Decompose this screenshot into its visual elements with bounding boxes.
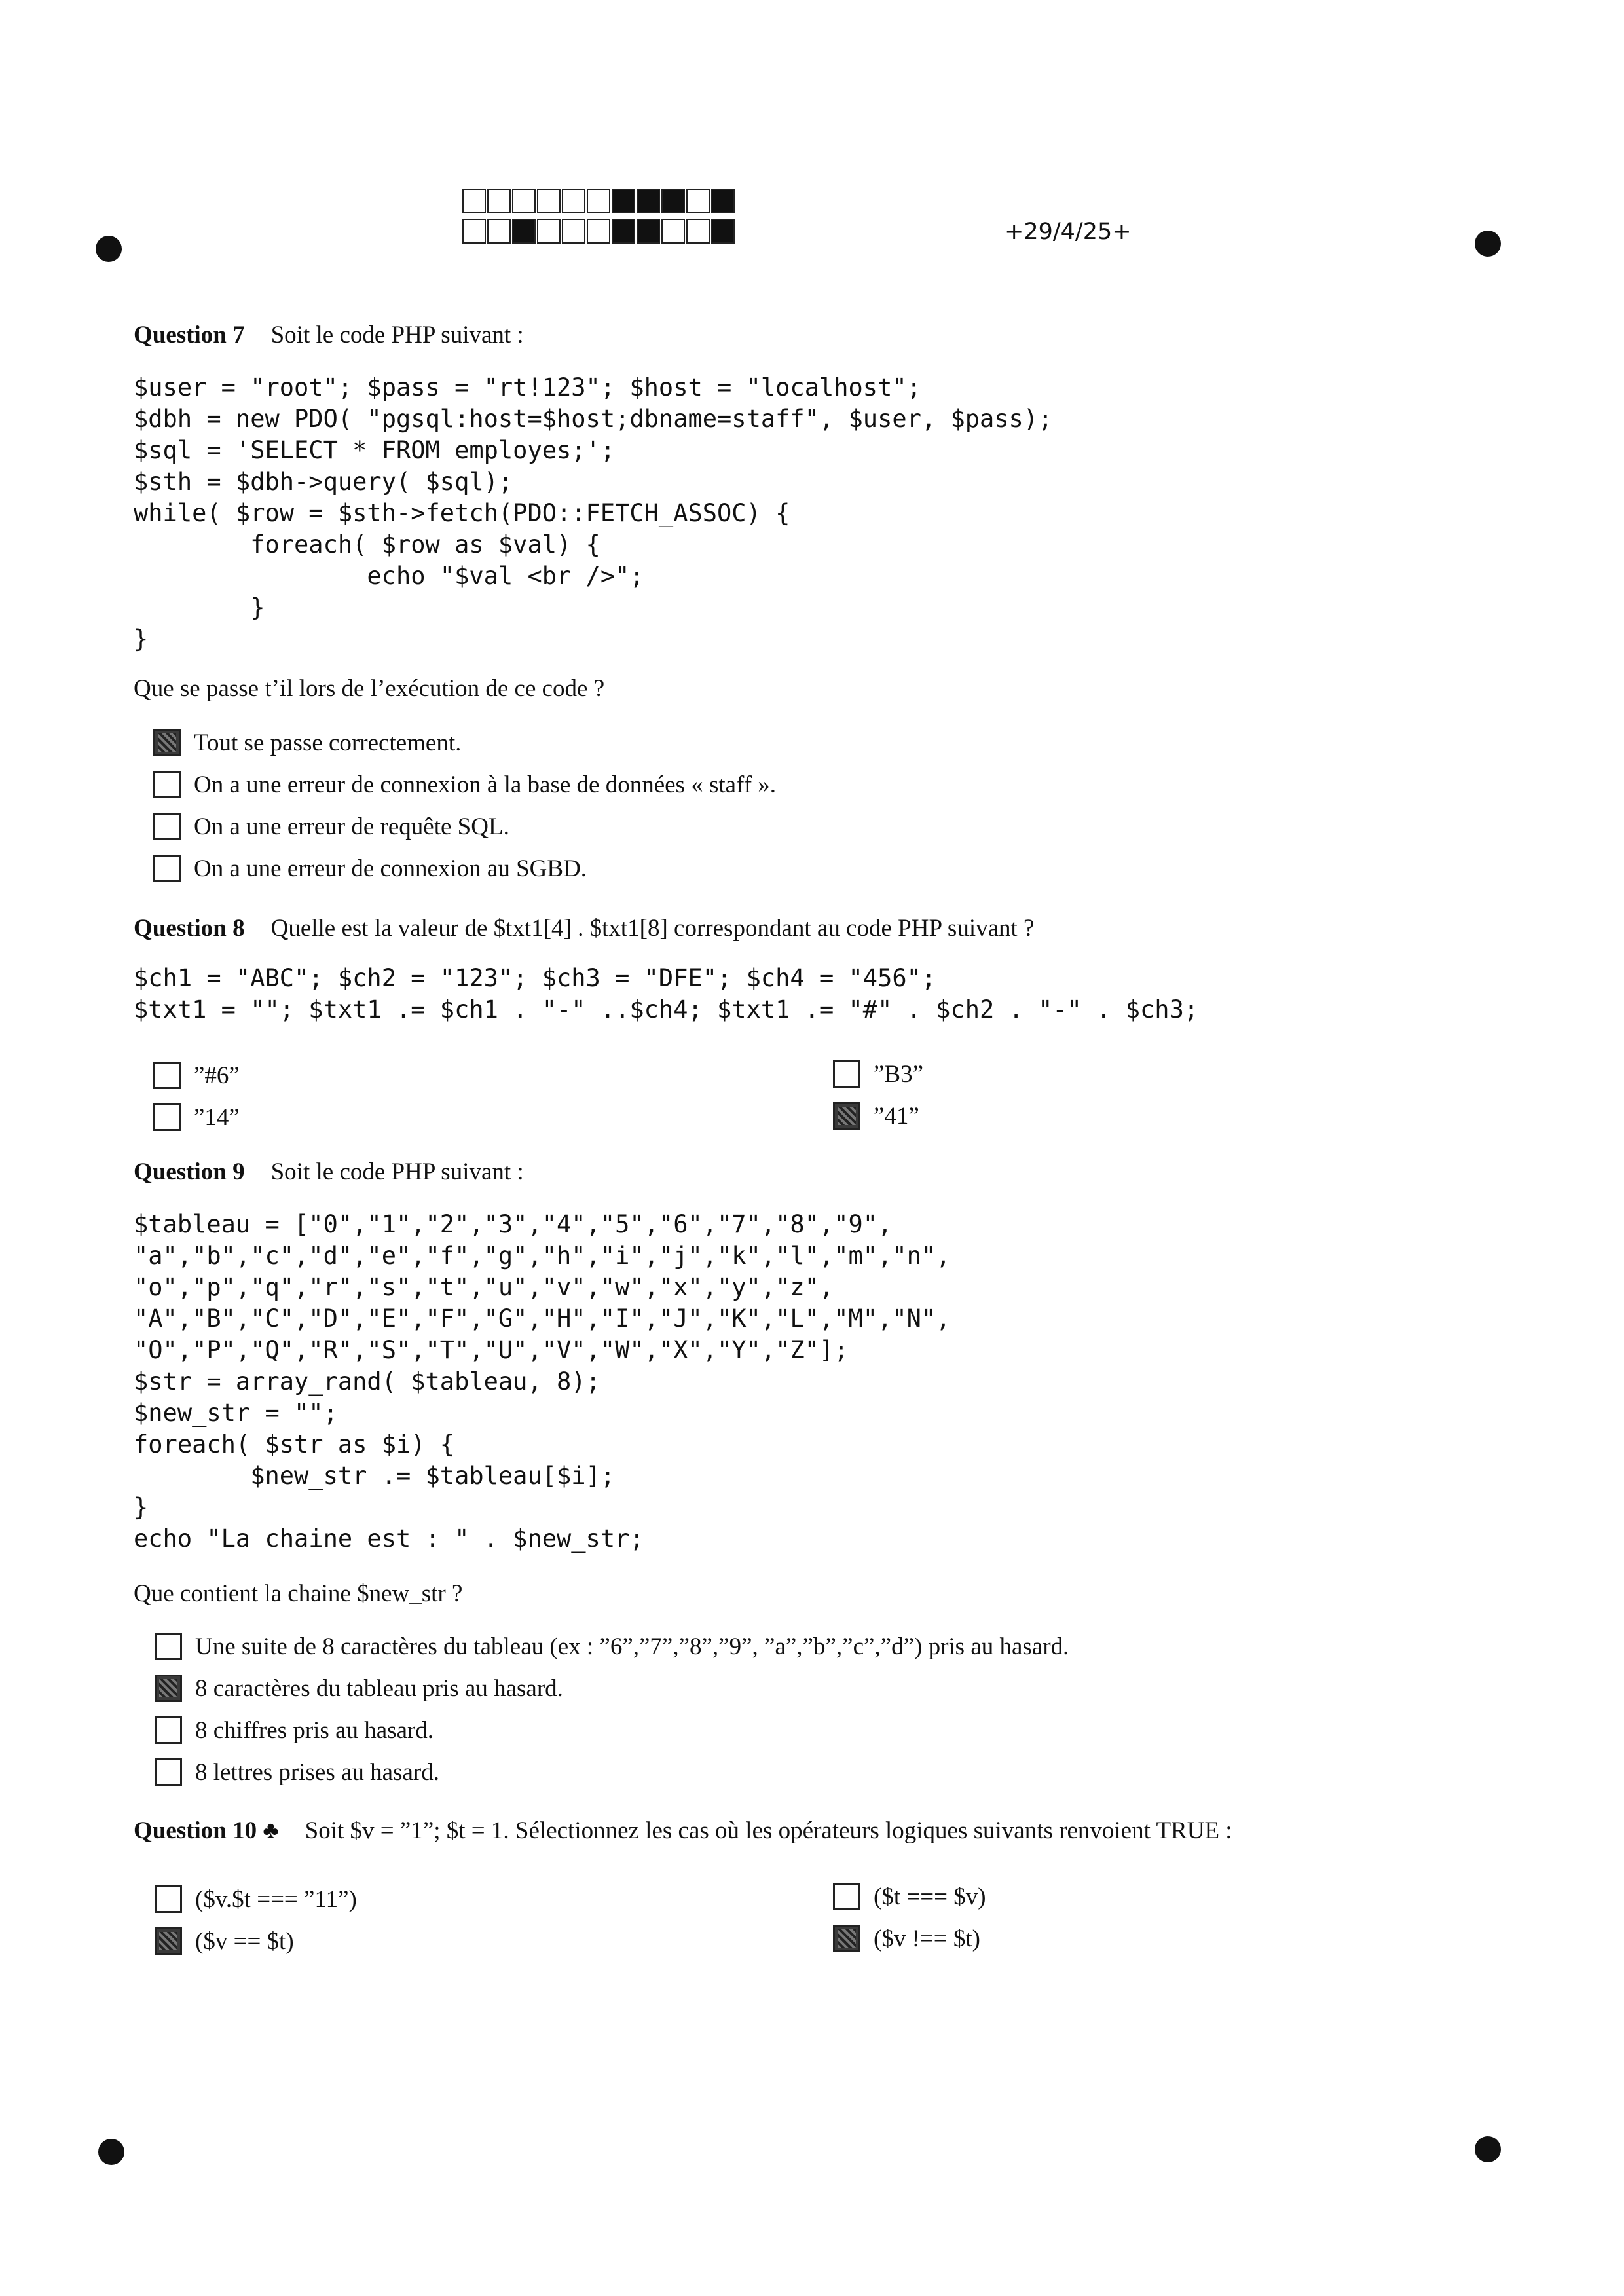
checkbox[interactable] xyxy=(153,813,181,840)
checkbox[interactable] xyxy=(833,1060,860,1088)
barcode-cell xyxy=(462,219,486,244)
q9-option-2[interactable] xyxy=(155,1671,563,1705)
question-7-label: Question 7 xyxy=(134,322,245,348)
question-9-header xyxy=(134,1158,524,1186)
q7-option-1[interactable] xyxy=(153,726,461,760)
option-label: ”B3” xyxy=(874,1060,924,1088)
q10-option-3[interactable] xyxy=(155,1924,294,1958)
q8-option-2[interactable] xyxy=(833,1057,923,1091)
checkbox[interactable] xyxy=(833,1102,860,1130)
barcode-cell xyxy=(487,189,511,213)
checkbox[interactable] xyxy=(153,1062,181,1089)
question-8-intro: Quelle est la valeur de $txt1[4] . $txt1[8] correspondant au code PHP suivant ? xyxy=(270,915,1035,942)
barcode-cell xyxy=(686,219,710,244)
barcode-cell xyxy=(512,189,536,213)
option-label: ($v !== $t) xyxy=(874,1925,980,1952)
option-label: ”#6” xyxy=(194,1062,240,1089)
question-9-code: $tableau = ["0","1","2","3","4","5","6","7","8","9", "a","b","c","d","e","f","g","h","i","j","k","l","m","n", "o","p","q","r","s","t","u","v","w","x","y","z", "A","B","C","D","E","F","G","H","I","J","K","L","M","N", "O","P","Q","R","S","T","U","V","W","X","Y","Z"]; $str = array_rand( $tableau, 8); $new_str = ""; foreach( $str as $i) { $new_str .= $tableau[$i]; } echo "La chaine est : " . $new_str; xyxy=(134,1210,951,1553)
option-label: ($v == $t) xyxy=(195,1927,294,1955)
barcode-cell xyxy=(562,189,585,213)
barcode-cell xyxy=(711,189,735,213)
checkbox[interactable] xyxy=(153,855,181,882)
question-10-header xyxy=(134,1817,1232,1845)
barcode-cell xyxy=(537,189,561,213)
q7-option-2[interactable] xyxy=(153,768,776,802)
option-label: ”14” xyxy=(194,1103,240,1131)
option-label: 8 lettres prises au hasard. xyxy=(195,1758,439,1786)
option-label: Une suite de 8 caractères du tableau (ex : ”6”,”7”,”8”,”9”, ”a”,”b”,”c”,”d”) pris au hasard. xyxy=(195,1633,1069,1660)
question-8-label: Question 8 xyxy=(134,915,245,942)
barcode-cell xyxy=(612,219,635,244)
checkbox[interactable] xyxy=(155,1885,182,1913)
option-label: 8 caractères du tableau pris au hasard. xyxy=(195,1675,563,1702)
checkbox[interactable] xyxy=(155,1758,182,1786)
checkbox[interactable] xyxy=(833,1883,860,1910)
checkbox[interactable] xyxy=(153,1103,181,1131)
checkbox[interactable] xyxy=(155,1927,182,1955)
q8-option-3[interactable] xyxy=(153,1100,240,1134)
checkbox[interactable] xyxy=(153,771,181,798)
question-7-prompt: Que se passe t’il lors de l’exécution de ce code ? xyxy=(134,675,605,702)
checkbox[interactable] xyxy=(155,1633,182,1660)
question-9-label: Question 9 xyxy=(134,1158,245,1185)
checkbox[interactable] xyxy=(153,729,181,756)
registration-mark-bottom-left xyxy=(98,2139,124,2165)
option-label: ($v.$t === ”11”) xyxy=(195,1885,357,1913)
question-7-code: $user = "root"; $pass = "rt!123"; $host = "localhost"; $dbh = new PDO( "pgsql:host=$host;dbname=staff", $user, $pass); $sql = 'SELECT * FROM employes;'; $sth = $dbh->query( $sql); while( $row = $sth->fetch(PDO::FETCH_ASSOC) { foreach( $row as $val) { echo "$val <br />"; } } xyxy=(134,373,1053,653)
barcode-row-2 xyxy=(462,219,736,244)
barcode-cell xyxy=(562,219,585,244)
option-label: Tout se passe correctement. xyxy=(194,729,462,756)
option-label: ”41” xyxy=(874,1102,919,1130)
barcode-cell xyxy=(637,219,660,244)
barcode-cell xyxy=(587,219,610,244)
option-label: ($t === $v) xyxy=(874,1883,986,1910)
question-8-header xyxy=(134,914,1034,942)
q7-option-4[interactable] xyxy=(153,851,587,885)
q8-option-4[interactable] xyxy=(833,1099,919,1133)
option-label: On a une erreur de connexion au SGBD. xyxy=(194,855,587,882)
checkbox[interactable] xyxy=(155,1675,182,1702)
barcode-cell xyxy=(487,219,511,244)
q9-option-4[interactable] xyxy=(155,1755,439,1789)
question-8-code: $ch1 = "ABC"; $ch2 = "123"; $ch3 = "DFE"; $ch4 = "456"; $txt1 = ""; $txt1 .= $ch1 . "-" ..$ch4; $txt1 .= "#" . $ch2 . "-" . $ch3; xyxy=(134,964,1199,1024)
barcode-cell xyxy=(686,189,710,213)
q10-option-2[interactable] xyxy=(833,1879,986,1914)
page-code: +29/4/25+ xyxy=(1005,219,1132,245)
question-7-intro: Soit le code PHP suivant : xyxy=(270,322,524,348)
barcode-cell xyxy=(612,189,635,213)
barcode-cell xyxy=(587,189,610,213)
question-9-prompt: Que contient la chaine $new_str ? xyxy=(134,1580,463,1607)
barcode-cell xyxy=(711,219,735,244)
barcode-cell xyxy=(661,219,685,244)
q7-option-3[interactable] xyxy=(153,809,509,843)
barcode-cell xyxy=(462,189,486,213)
barcode-cell xyxy=(512,219,536,244)
question-7-header xyxy=(134,321,524,349)
q10-option-4[interactable] xyxy=(833,1921,980,1955)
registration-mark-top-left xyxy=(96,236,122,262)
q9-option-3[interactable] xyxy=(155,1713,434,1747)
question-10-intro: Soit $v = ”1”; $t = 1. Sélectionnez les cas où les opérateurs logiques suivants renvoient TRUE : xyxy=(304,1817,1232,1844)
q9-option-1[interactable] xyxy=(155,1629,1069,1663)
option-label: On a une erreur de connexion à la base de données « staff ». xyxy=(194,771,777,798)
checkbox[interactable] xyxy=(833,1925,860,1952)
barcode-cell xyxy=(537,219,561,244)
barcode-row-1 xyxy=(462,189,736,213)
barcode-cell xyxy=(661,189,685,213)
question-10-label: Question 10 ♣ xyxy=(134,1817,279,1844)
multiple-answer-club-icon: ♣ xyxy=(263,1817,279,1844)
option-label: On a une erreur de requête SQL. xyxy=(194,813,509,840)
q10-option-1[interactable] xyxy=(155,1882,357,1916)
checkbox[interactable] xyxy=(155,1716,182,1744)
question-9-intro: Soit le code PHP suivant : xyxy=(270,1158,524,1185)
registration-mark-top-right xyxy=(1475,231,1501,257)
q8-option-1[interactable] xyxy=(153,1058,240,1092)
registration-mark-bottom-right xyxy=(1475,2136,1501,2162)
barcode-cell xyxy=(637,189,660,213)
option-label: 8 chiffres pris au hasard. xyxy=(195,1716,434,1744)
